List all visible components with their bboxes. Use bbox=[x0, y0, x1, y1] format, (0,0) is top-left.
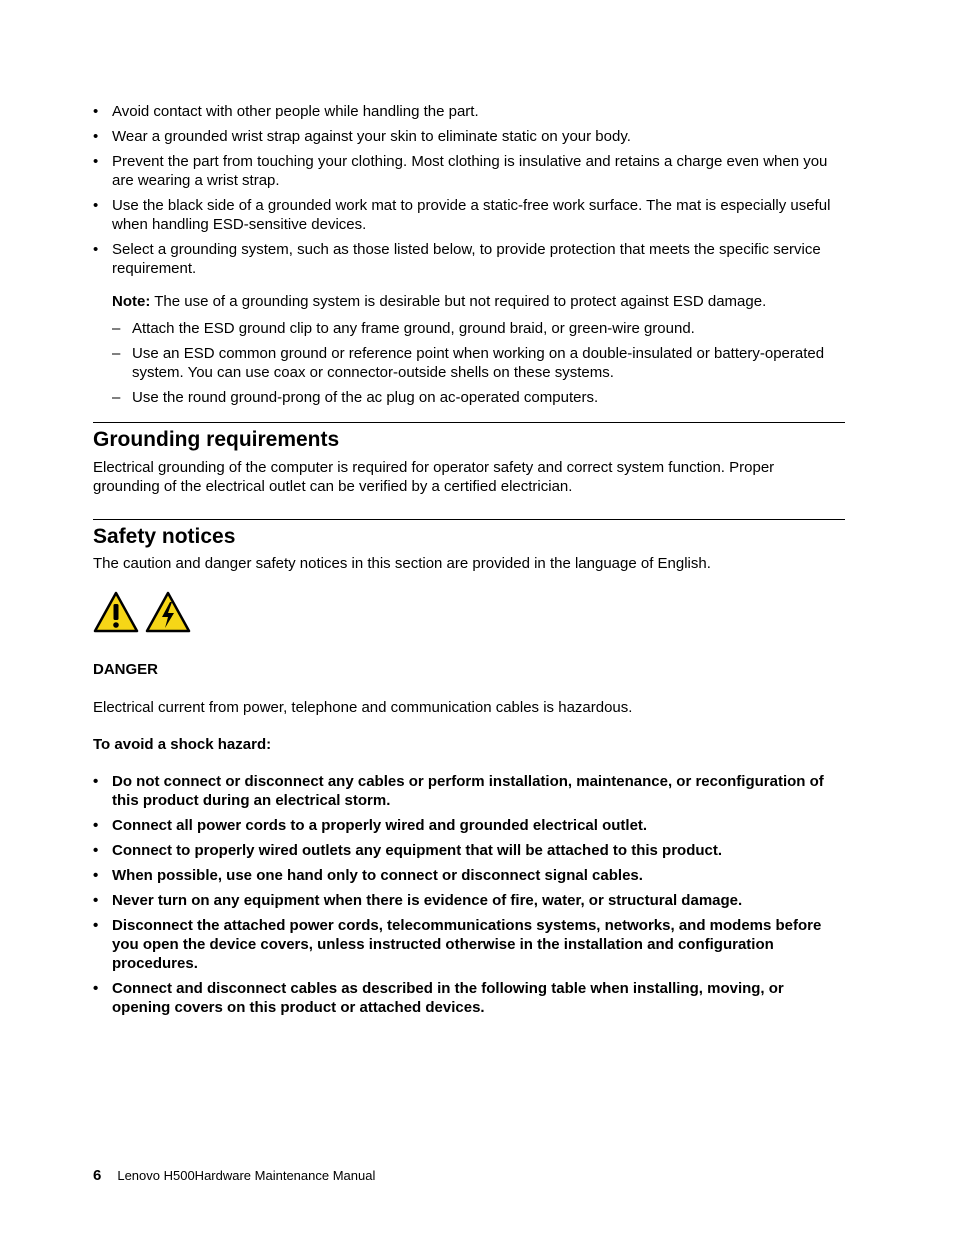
section-heading-safety: Safety notices bbox=[93, 525, 236, 548]
list-item: • Do not connect or disconnect any cables or perform installation, maintenance, or reconfiguration of this product during an electrical storm. bbox=[93, 772, 845, 810]
section-divider bbox=[93, 519, 845, 520]
section-heading-grounding: Grounding requirements bbox=[93, 428, 340, 451]
warning-icons bbox=[93, 591, 845, 638]
page-content bbox=[93, 102, 845, 1023]
danger-subheading: To avoid a shock hazard: bbox=[93, 736, 272, 753]
grounding-options-list bbox=[112, 319, 845, 407]
list-item: • Wear a grounded wrist strap against your skin to eliminate static on your body. bbox=[93, 127, 845, 146]
list-item: • Connect all power cords to a properly wired and grounded electrical outlet. bbox=[93, 816, 845, 835]
warning-electrical-icon bbox=[145, 591, 191, 638]
list-item: • Prevent the part from touching your clothing. Most clothing is insulative and retains a charge even when you are wearing a wrist strap. bbox=[93, 152, 845, 190]
esd-precautions-list bbox=[93, 102, 845, 278]
list-item: – Attach the ESD ground clip to any frame ground, ground braid, or green-wire ground. bbox=[112, 319, 845, 338]
list-item: • Connect to properly wired outlets any equipment that will be attached to this product. bbox=[93, 841, 845, 860]
danger-text: Electrical current from power, telephone and communication cables is hazardous. bbox=[93, 699, 633, 716]
list-item: • Disconnect the attached power cords, telecommunications systems, networks, and modems before you open the device covers, unless instructed otherwise in the installation and configuration procedures. bbox=[93, 916, 845, 973]
warning-exclamation-icon bbox=[93, 591, 139, 638]
manual-title: Lenovo H500Hardware Maintenance Manual bbox=[117, 1168, 376, 1183]
grounding-body: Electrical grounding of the computer is required for operator safety and correct system function. Proper grounding of the electrical outlet can be verified by a certified electrician. bbox=[93, 459, 775, 495]
list-item: • Avoid contact with other people while handling the part. bbox=[93, 102, 845, 121]
list-item: • Never turn on any equipment when there is evidence of fire, water, or structural damage. bbox=[93, 891, 845, 910]
list-item: • Select a grounding system, such as those listed below, to provide protection that meets the specific service requirement. bbox=[93, 240, 845, 278]
note-label: Note: bbox=[112, 293, 151, 310]
list-item: • Connect and disconnect cables as described in the following table when installing, moving, or opening covers on this product or attached devices. bbox=[93, 979, 845, 1017]
list-item: – Use an ESD common ground or reference point when working on a double-insulated or battery-operated system. You can use coax or connector-outside shells on these systems. bbox=[112, 344, 845, 382]
shock-hazard-list bbox=[93, 772, 845, 1017]
list-item: – Use the round ground-prong of the ac plug on ac-operated computers. bbox=[112, 388, 845, 407]
page-footer bbox=[93, 1167, 375, 1185]
danger-label: DANGER bbox=[93, 661, 159, 678]
section-divider bbox=[93, 422, 845, 423]
safety-body: The caution and danger safety notices in this section are provided in the language of English. bbox=[93, 555, 711, 572]
page-number: 6 bbox=[93, 1167, 102, 1184]
note-text: The use of a grounding system is desirable but not required to protect against ESD damage. bbox=[150, 293, 767, 310]
list-item: • When possible, use one hand only to connect or disconnect signal cables. bbox=[93, 866, 845, 885]
list-item: • Use the black side of a grounded work mat to provide a static-free work surface. The mat is especially useful when handling ESD-sensitive devices. bbox=[93, 196, 845, 234]
note bbox=[112, 292, 845, 311]
